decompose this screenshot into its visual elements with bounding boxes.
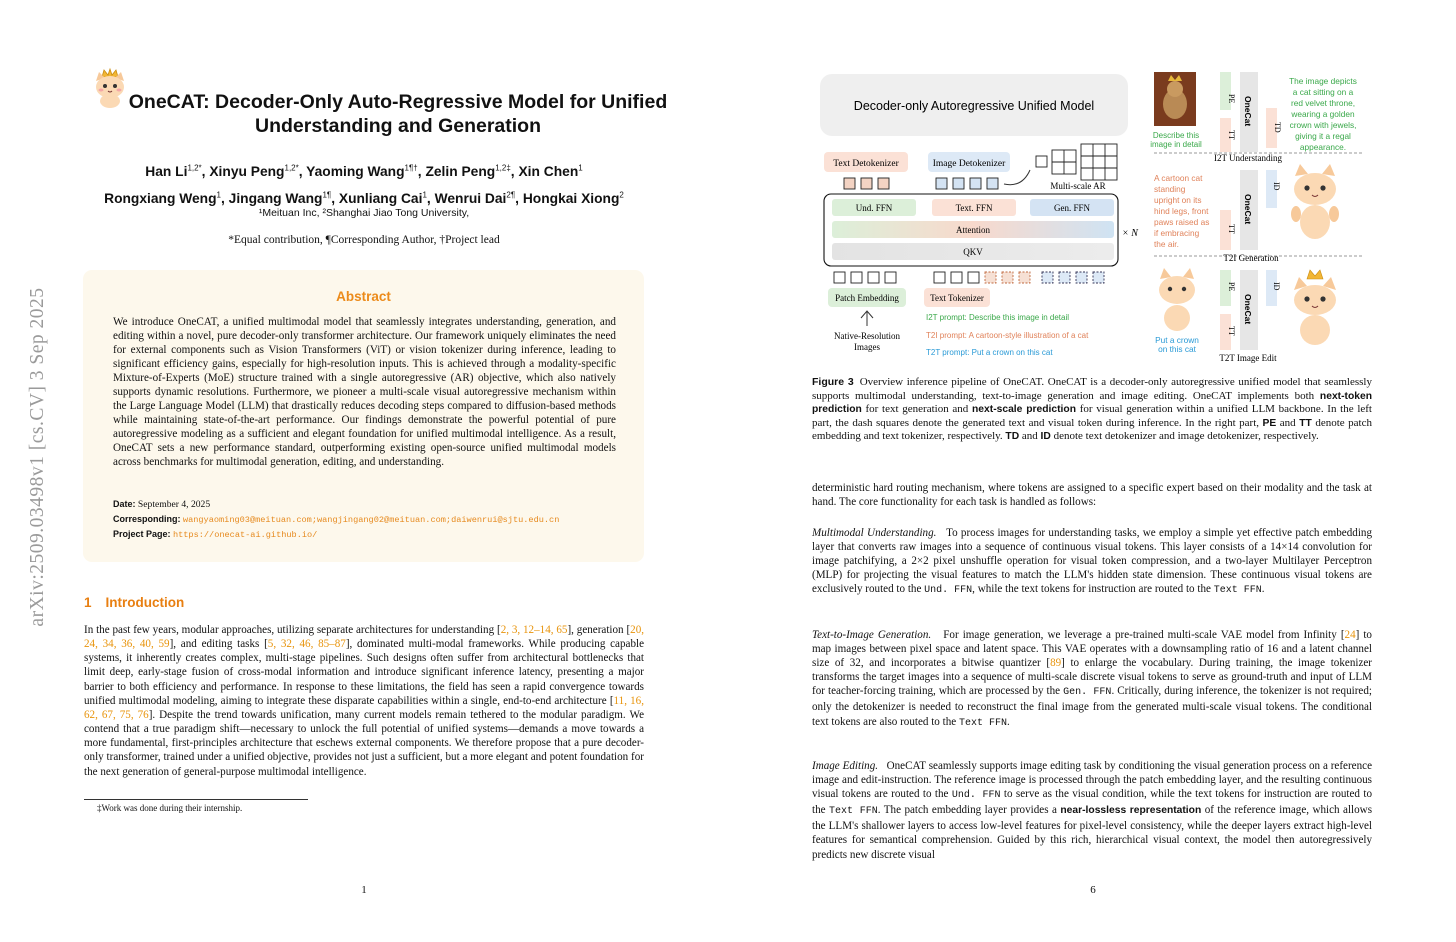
svg-text:crown with jewels,: crown with jewels, (1289, 120, 1357, 130)
up-arrow-icon (861, 311, 873, 326)
output-image-tokens (936, 178, 998, 189)
t2i-prompt-text (1154, 173, 1209, 249)
svg-text:a cat sitting on a: a cat sitting on a (1292, 87, 1354, 97)
generated-image-tokens (1042, 272, 1104, 283)
id-label-1: ID (1272, 182, 1281, 191)
describe-line-1: Describe this (1152, 131, 1200, 140)
images-label: Images (854, 342, 880, 352)
date-value: September 4, 2025 (137, 499, 211, 510)
page-number: 1 (361, 884, 367, 896)
svg-text:hind legs, front: hind legs, front (1154, 206, 1209, 216)
paragraph-text-to-image: Text-to-Image Generation. For image generation, we leverage a pre-trained multi-scale VAE model from Infinity [24] to map images between pixel space and latent space. This VAE operates with a downsampling ratio of 16 and a latent channel size of 32, and incorporates a bitwise quantizer [89] to enlarge the vocabulary. During training, the image tokenizer transforms the target images into a sequence of multi-scale discrete visual tokens to serve as ground-truth and input of LLM for teacher-forcing training, which are processed by the Gen. FFN. Critically, during inference, the tokenizer is not required; only the detokenizer is needed to reconstruct the final image from the generated multi-scale visual tokens. The conditional text tokens are also routed to the Text FFN. (812, 629, 1372, 729)
author-list (84, 156, 644, 211)
cartoon-cat-image (1291, 164, 1339, 239)
input-cat-image (1159, 268, 1195, 331)
author: Wenrui Dai$^{2\P}$, (434, 190, 519, 207)
paragraph-image-editing: Image Editing. OneCAT seamlessly supports image editing task by conditioning the visual generation process on a reference image and edit-instruction. The reference image is processed through the patch embedding layer, and the resulting continuous visual tokens are routed to the Und. FFN to serve as the visual condition, while the text tokens for instruction are routed to the Text FFN. The patch embedding layer provides a near-lossless representation of the reference image, which allows the LLM's shallower layers to access low-level features for pixel-level consistency, while the deeper layers extract high-level features for semantical comprehension. Guided by this rich, hierarchical visual context, the model then autoregressively predicts new discrete visual (812, 760, 1373, 861)
tt-label-1: TT (1227, 130, 1236, 140)
patch-embedding-label: Patch Embedding (835, 293, 899, 303)
footnote: ‡Work was done during their internship. (97, 803, 243, 813)
cat-head-shape (1167, 81, 1183, 97)
pe-label-1: PE (1227, 94, 1236, 104)
figure-caption: Figure 3 Overview inference pipeline of OneCAT. OneCAT is a decoder-only autoregressive unified model that seamlessly supports multimodal understanding, text-to-image generation and image editing. OneCAT implements both next-token prediction for text generation and next-scale prediction for visual generation within a unified LLM backbone. In the left part, the dash squares denote the generated text and visual token during inference. In the right part, PE and TT denote patch embedding and text tokenizer, respectively. TD and ID denote text detokenizer and image detokenizer, respectively. (812, 376, 1372, 442)
svg-text:wearing a golden: wearing a golden (1291, 109, 1355, 119)
paragraph-multimodal-understanding: Multimodal Understanding. To process images for understanding tasks, we employ a simple yet effective patch embedding layer that converts raw images into a sequence of continuous visual tokens. This layer consists of a 14×14 convolution for image patchifying, a 2×2 pixel unshuffle operation for visual token compression, and a two-layer Multilayer Perceptron (MLP) for projecting the visual features to match the LLM's hidden state dimension. These continuous visual tokens are exclusively routed to the Und. FFN, while the text tokens for instruction are routed to the Text FFN. (812, 527, 1372, 597)
multiscale-ar-label: Multi-scale AR (1050, 181, 1106, 191)
project-page-link[interactable]: https://onecat-ai.github.io/ (172, 530, 318, 540)
introduction-paragraph: In the past few years, modular approaches, utilizing separate architectures for understanding [2, 3, 12–14, 65], generation [20, 24, 34, 36, 40, 59], and editing tasks [5, 32, 46, 85–87], dominated multi-modal frameworks. While producing capable systems, it inherently creates complex, multi-stage pipelines. Such designs often suffer from architectural bottlenecks that limit deep, early-stage fusion of cross-modal information and introduce significant inference latency, presenting a major barrier to both efficiency and performance. In response to these limitations, the field has seen a rapid convergence towards unified multimodal modeling, aiming to integrate these disparate capabilities within a single, end-to-end architecture [11, 16, 62, 67, 75, 76]. Despite the trend towards unification, many current models remain tethered to the modular paradigm. We contend that a true paradigm shift—necessary to unlock the full potential of unified systems—demands a move towards a more fundamental, first-principles architecture that eschews external components. We therefore propose that a pure decoder-only transformer, trained under a unified objective, provides not just a sufficient, but a more elegant and potent foundation for the next generation of general-purpose multimodal intelligence. (84, 624, 645, 778)
und-ffn-label: Und. FFN (855, 203, 893, 213)
svg-text:The image depicts: The image depicts (1289, 76, 1357, 86)
svg-text:standing: standing (1154, 184, 1186, 194)
tt-label-3: TT (1227, 326, 1236, 336)
author: Rongxiang Weng$^1$, (104, 190, 225, 207)
prompt-i2t: I2T prompt: Describe this image in detail (926, 313, 1070, 322)
attention-label: Attention (956, 225, 990, 235)
input-image-tokens (834, 272, 896, 283)
svg-text:red velvet throne,: red velvet throne, (1290, 98, 1356, 108)
generated-text-tokens (985, 272, 1030, 283)
layer-count-label: × N (1122, 228, 1138, 239)
author: Yaoming Wang$^{1\P\dagger}$, (306, 163, 422, 179)
text-tokenizer-label: Text Tokenizer (930, 293, 984, 303)
qkv-label: QKV (963, 247, 983, 257)
edit-line-2: on this cat (1158, 344, 1196, 354)
text-ffn-label: Text. FFN (955, 203, 993, 213)
text-detokenizer-label: Text Detokenizer (833, 159, 899, 169)
body-paragraph: deterministic hard routing mechanism, where tokens are assigned to a specific expert based on their modality and the task at hand. The core functionality for each task is handled as follows: (812, 482, 1372, 509)
native-resolution-label: Native-Resolution (834, 331, 900, 341)
svg-text:A cartoon cat: A cartoon cat (1154, 173, 1203, 183)
arrow-icon (1004, 170, 1030, 185)
paper-title: OneCAT: Decoder-Only Auto-Regressive Model for Unified Understanding and Generation (128, 91, 668, 137)
onecat-label-3: OneCat (1243, 294, 1253, 325)
citation-link[interactable]: 24 (1344, 629, 1356, 641)
describe-line-2: image in detail (1150, 140, 1202, 149)
corresponding-label: Corresponding: (113, 514, 181, 524)
author: Zelin Peng$^{1,2\ddagger}$, (425, 163, 515, 179)
author: Hongkai Xiong$^2$ (522, 190, 624, 207)
crowned-cat-image (1294, 270, 1336, 345)
i2t-output-text (1289, 76, 1357, 152)
abstract-text: We introduce OneCAT, a unified multimodal model that seamlessly integrates understanding, generation, and editing within a novel, pure decoder-only transformer architecture. Our framework uniquely eliminates the need for external components such as Vision Transformers (ViT) or vision tokenizer during inference, leading to significant efficiency gains, especially for high-resolution inputs. This is achieved through a modality-specific Mixture-of-Experts (MoE) structure trained with a single autoregressive (AR) objective, which also natively supports dynamic resolutions. Furthermore, we pioneer a multi-scale visual autoregressive mechanism within the Large Language Model (LLM) that drastically reduces decoding steps compared to diffusion-based methods while maintaining state-of-the-art performance. Our findings demonstrate the powerful potential of pure autoregressive modeling as a sufficient and elegant foundation for unified multimodal intelligence. As a result, OneCAT sets a new performance standard, outperforming existing open-source unified multimodal models across benchmarks for multimodal generation, editing, and understanding. (113, 316, 616, 468)
i2t-understanding-label: I2T Understanding (1213, 153, 1283, 163)
arxiv-identifier: arXiv:2509.03498v1 [cs.CV] 3 Sep 2025 (27, 287, 48, 627)
citation-link[interactable]: 20, 24, 34, 36, 40, 59 (84, 624, 645, 651)
svg-text:the air.: the air. (1154, 239, 1179, 249)
svg-text:appearance.: appearance. (1299, 142, 1347, 152)
project-label: Project Page: (113, 529, 171, 539)
model-banner-title: Decoder-only Autoregressive Unified Model (853, 99, 1095, 113)
page-number: 6 (1090, 884, 1096, 896)
author: Jingang Wang$^{1\P}$, (228, 190, 336, 207)
svg-text:paws raised as: paws raised as (1154, 217, 1210, 227)
abstract-heading: Abstract (336, 289, 391, 304)
citation-link[interactable]: 89 (1050, 657, 1062, 670)
prompt-t2t: T2T prompt: Put a crown on this cat (926, 348, 1053, 357)
date-label: Date: (113, 499, 136, 509)
footnote-rule (84, 799, 308, 800)
output-text-tokens (844, 178, 889, 189)
author: Xunliang Cai$^1$, (338, 190, 431, 207)
affiliations: ¹Meituan Inc, ²Shanghai Jiao Tong University, (258, 207, 470, 219)
author: Xin Chen$^1$ (518, 163, 583, 179)
id-label-2: ID (1272, 282, 1281, 291)
svg-text:upright on its: upright on its (1154, 195, 1202, 205)
author: Han $Li^{1,2*}$, (145, 163, 206, 179)
multiscale-grids (1036, 144, 1117, 180)
corresponding-emails[interactable]: wangyaoming03@meituan.com;wangjingang02@meituan.com;daiwenrui@sjtu.edu.cn (182, 515, 560, 525)
citation-link[interactable]: 11, 16, 62, 67, 75, 76 (84, 694, 644, 721)
citation-link[interactable]: 5, 32, 46, 85–87 (267, 638, 346, 651)
input-text-tokens (934, 272, 979, 283)
image-detokenizer-label: Image Detokenizer (932, 159, 1006, 169)
onecat-label-1: OneCat (1243, 96, 1253, 127)
figure-3-pipeline (808, 64, 1368, 374)
svg-text:if embracing: if embracing (1154, 228, 1200, 238)
author: Xinyu Peng$^{1,2*}$, (209, 163, 303, 179)
td-label: TD (1273, 122, 1282, 133)
section-heading-introduction: 1 Introduction (84, 595, 185, 610)
onecat-label-2: OneCat (1243, 194, 1253, 225)
tt-label-2: TT (1227, 224, 1236, 234)
prompt-t2i: T2I prompt: A cartoon-style illustration of a cat (926, 331, 1089, 340)
gen-ffn-label: Gen. FFN (1053, 203, 1091, 213)
edit-line-1: Put a crown (1155, 335, 1199, 345)
contribution-note: *Equal contribution, ¶Corresponding Author, †Project lead (228, 234, 500, 246)
paper-meta (113, 497, 633, 542)
pe-box-1 (1220, 72, 1231, 110)
svg-text:giving it a regal: giving it a regal (1295, 131, 1351, 141)
pe-label-2: PE (1227, 282, 1236, 292)
t2t-image-edit-label: T2T Image Edit (1219, 353, 1277, 363)
t2i-generation-label: T2I Generation (1223, 253, 1279, 263)
citation-link[interactable]: 2, 3, 12–14, 65 (500, 624, 568, 636)
